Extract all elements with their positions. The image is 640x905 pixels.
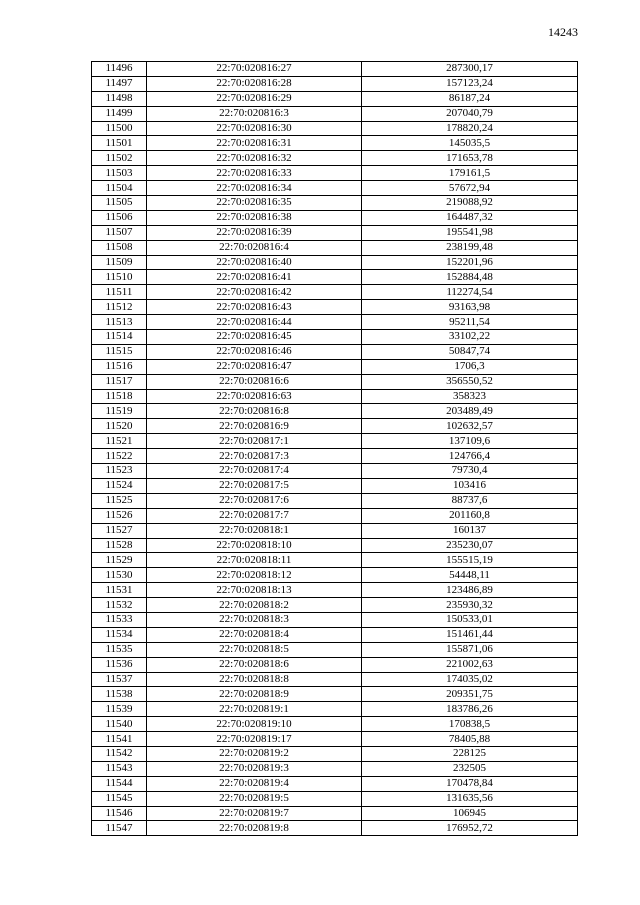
row-number-cell: 11538 <box>92 687 147 702</box>
row-number-cell: 11546 <box>92 806 147 821</box>
table-row <box>92 657 578 672</box>
value-cell: 235930,32 <box>362 598 578 613</box>
row-number-cell: 11528 <box>92 538 147 553</box>
row-number-cell: 11501 <box>92 136 147 151</box>
row-number-cell: 11526 <box>92 508 147 523</box>
table-row <box>92 121 578 136</box>
table-row <box>92 196 578 211</box>
table-row <box>92 702 578 717</box>
row-number-cell: 11545 <box>92 791 147 806</box>
value-cell: 33102,22 <box>362 330 578 345</box>
row-number-cell: 11509 <box>92 255 147 270</box>
table-row <box>92 598 578 613</box>
table-row <box>92 151 578 166</box>
cadastral-number-cell: 22:70:020816:47 <box>147 359 362 374</box>
cadastral-number-cell: 22:70:020819:10 <box>147 717 362 732</box>
value-cell: 195541,98 <box>362 225 578 240</box>
cadastral-number-cell: 22:70:020819:4 <box>147 776 362 791</box>
value-cell: 160137 <box>362 523 578 538</box>
cadastral-number-cell: 22:70:020816:28 <box>147 76 362 91</box>
cadastral-number-cell: 22:70:020816:33 <box>147 166 362 181</box>
value-cell: 232505 <box>362 761 578 776</box>
value-cell: 164487,32 <box>362 210 578 225</box>
table-row <box>92 761 578 776</box>
value-cell: 151461,44 <box>362 627 578 642</box>
table-row <box>92 478 578 493</box>
value-cell: 170478,84 <box>362 776 578 791</box>
table-row <box>92 568 578 583</box>
table-row <box>92 464 578 479</box>
row-number-cell: 11534 <box>92 627 147 642</box>
cadastral-number-cell: 22:70:020819:2 <box>147 746 362 761</box>
value-cell: 157123,24 <box>362 76 578 91</box>
cadastral-number-cell: 22:70:020818:11 <box>147 553 362 568</box>
row-number-cell: 11512 <box>92 300 147 315</box>
cadastral-number-cell: 22:70:020816:9 <box>147 419 362 434</box>
row-number-cell: 11518 <box>92 389 147 404</box>
value-cell: 287300,17 <box>362 62 578 77</box>
row-number-cell: 11536 <box>92 657 147 672</box>
table-row <box>92 181 578 196</box>
cadastral-number-cell: 22:70:020818:9 <box>147 687 362 702</box>
table-row <box>92 91 578 106</box>
cadastral-number-cell: 22:70:020818:8 <box>147 672 362 687</box>
cadastral-number-cell: 22:70:020816:27 <box>147 62 362 77</box>
table-row <box>92 583 578 598</box>
cadastral-number-cell: 22:70:020817:7 <box>147 508 362 523</box>
value-cell: 50847,74 <box>362 344 578 359</box>
row-number-cell: 11497 <box>92 76 147 91</box>
row-number-cell: 11510 <box>92 270 147 285</box>
row-number-cell: 11508 <box>92 240 147 255</box>
table-row <box>92 270 578 285</box>
table-row <box>92 62 578 77</box>
table-row <box>92 166 578 181</box>
cadastral-number-cell: 22:70:020816:31 <box>147 136 362 151</box>
row-number-cell: 11504 <box>92 181 147 196</box>
cadastral-number-cell: 22:70:020818:10 <box>147 538 362 553</box>
row-number-cell: 11544 <box>92 776 147 791</box>
value-cell: 155515,19 <box>362 553 578 568</box>
value-cell: 102632,57 <box>362 419 578 434</box>
value-cell: 170838,5 <box>362 717 578 732</box>
cadastral-number-cell: 22:70:020818:13 <box>147 583 362 598</box>
row-number-cell: 11519 <box>92 404 147 419</box>
cadastral-number-cell: 22:70:020818:1 <box>147 523 362 538</box>
row-number-cell: 11499 <box>92 106 147 121</box>
value-cell: 112274,54 <box>362 285 578 300</box>
cadastral-number-cell: 22:70:020819:3 <box>147 761 362 776</box>
value-cell: 183786,26 <box>362 702 578 717</box>
value-cell: 203489,49 <box>362 404 578 419</box>
cadastral-number-cell: 22:70:020816:41 <box>147 270 362 285</box>
row-number-cell: 11505 <box>92 196 147 211</box>
cadastral-number-cell: 22:70:020819:17 <box>147 732 362 747</box>
row-number-cell: 11542 <box>92 746 147 761</box>
table-row <box>92 434 578 449</box>
cadastral-number-cell: 22:70:020817:1 <box>147 434 362 449</box>
table-row <box>92 300 578 315</box>
cadastral-number-cell: 22:70:020816:30 <box>147 121 362 136</box>
cadastral-number-cell: 22:70:020817:6 <box>147 493 362 508</box>
row-number-cell: 11537 <box>92 672 147 687</box>
row-number-cell: 11532 <box>92 598 147 613</box>
value-cell: 54448,11 <box>362 568 578 583</box>
value-cell: 207040,79 <box>362 106 578 121</box>
row-number-cell: 11506 <box>92 210 147 225</box>
table-row <box>92 687 578 702</box>
cadastral-number-cell: 22:70:020816:46 <box>147 344 362 359</box>
value-cell: 57672,94 <box>362 181 578 196</box>
cadastral-number-cell: 22:70:020816:63 <box>147 389 362 404</box>
cadastral-number-cell: 22:70:020816:40 <box>147 255 362 270</box>
value-cell: 356550,52 <box>362 374 578 389</box>
value-cell: 106945 <box>362 806 578 821</box>
table-row <box>92 315 578 330</box>
cadastral-number-cell: 22:70:020816:35 <box>147 196 362 211</box>
cadastral-number-cell: 22:70:020816:29 <box>147 91 362 106</box>
row-number-cell: 11511 <box>92 285 147 300</box>
value-cell: 78405,88 <box>362 732 578 747</box>
value-cell: 178820,24 <box>362 121 578 136</box>
row-number-cell: 11517 <box>92 374 147 389</box>
table-row <box>92 538 578 553</box>
row-number-cell: 11522 <box>92 449 147 464</box>
value-cell: 137109,6 <box>362 434 578 449</box>
cadastral-number-cell: 22:70:020816:43 <box>147 300 362 315</box>
cadastral-number-cell: 22:70:020816:3 <box>147 106 362 121</box>
value-cell: 155871,06 <box>362 642 578 657</box>
value-cell: 174035,02 <box>362 672 578 687</box>
table-row <box>92 106 578 121</box>
table-row <box>92 240 578 255</box>
cadastral-number-cell: 22:70:020816:44 <box>147 315 362 330</box>
value-cell: 152201,96 <box>362 255 578 270</box>
row-number-cell: 11503 <box>92 166 147 181</box>
table-row <box>92 419 578 434</box>
row-number-cell: 11513 <box>92 315 147 330</box>
cadastral-number-cell: 22:70:020819:7 <box>147 806 362 821</box>
table-row <box>92 404 578 419</box>
value-cell: 179161,5 <box>362 166 578 181</box>
row-number-cell: 11530 <box>92 568 147 583</box>
table-row <box>92 389 578 404</box>
value-cell: 95211,54 <box>362 315 578 330</box>
value-cell: 171653,78 <box>362 151 578 166</box>
value-cell: 219088,92 <box>362 196 578 211</box>
row-number-cell: 11514 <box>92 330 147 345</box>
value-cell: 221002,63 <box>362 657 578 672</box>
value-cell: 123486,89 <box>362 583 578 598</box>
cadastral-number-cell: 22:70:020816:38 <box>147 210 362 225</box>
value-cell: 176952,72 <box>362 821 578 836</box>
value-cell: 131635,56 <box>362 791 578 806</box>
cadastral-number-cell: 22:70:020818:6 <box>147 657 362 672</box>
cadastral-number-cell: 22:70:020816:4 <box>147 240 362 255</box>
value-cell: 103416 <box>362 478 578 493</box>
row-number-cell: 11540 <box>92 717 147 732</box>
table-row <box>92 493 578 508</box>
cadastral-number-cell: 22:70:020818:5 <box>147 642 362 657</box>
value-cell: 228125 <box>362 746 578 761</box>
cadastral-number-cell: 22:70:020817:3 <box>147 449 362 464</box>
row-number-cell: 11543 <box>92 761 147 776</box>
table-row <box>92 642 578 657</box>
row-number-cell: 11523 <box>92 464 147 479</box>
value-cell: 145035,5 <box>362 136 578 151</box>
table-row <box>92 374 578 389</box>
table-row <box>92 449 578 464</box>
value-cell: 152884,48 <box>362 270 578 285</box>
cadastral-value-table <box>91 61 578 836</box>
table-row <box>92 821 578 836</box>
row-number-cell: 11547 <box>92 821 147 836</box>
table-row <box>92 553 578 568</box>
row-number-cell: 11502 <box>92 151 147 166</box>
cadastral-number-cell: 22:70:020819:8 <box>147 821 362 836</box>
table-row <box>92 210 578 225</box>
value-cell: 235230,07 <box>362 538 578 553</box>
page-number: 14243 <box>548 25 578 39</box>
table-row <box>92 508 578 523</box>
row-number-cell: 11529 <box>92 553 147 568</box>
value-cell: 124766,4 <box>362 449 578 464</box>
table-row <box>92 776 578 791</box>
table-row <box>92 344 578 359</box>
table-row <box>92 76 578 91</box>
table-row <box>92 255 578 270</box>
row-number-cell: 11496 <box>92 62 147 77</box>
cadastral-number-cell: 22:70:020817:4 <box>147 464 362 479</box>
value-cell: 201160,8 <box>362 508 578 523</box>
cadastral-number-cell: 22:70:020816:32 <box>147 151 362 166</box>
row-number-cell: 11533 <box>92 612 147 627</box>
table-row <box>92 285 578 300</box>
table-row <box>92 612 578 627</box>
row-number-cell: 11539 <box>92 702 147 717</box>
cadastral-number-cell: 22:70:020818:4 <box>147 627 362 642</box>
cadastral-number-cell: 22:70:020818:3 <box>147 612 362 627</box>
row-number-cell: 11521 <box>92 434 147 449</box>
row-number-cell: 11515 <box>92 344 147 359</box>
value-cell: 86187,24 <box>362 91 578 106</box>
value-cell: 93163,98 <box>362 300 578 315</box>
table-row <box>92 732 578 747</box>
cadastral-number-cell: 22:70:020816:45 <box>147 330 362 345</box>
table-row <box>92 359 578 374</box>
cadastral-number-cell: 22:70:020816:8 <box>147 404 362 419</box>
row-number-cell: 11520 <box>92 419 147 434</box>
value-cell: 209351,75 <box>362 687 578 702</box>
cadastral-number-cell: 22:70:020818:2 <box>147 598 362 613</box>
cadastral-number-cell: 22:70:020819:5 <box>147 791 362 806</box>
cadastral-number-cell: 22:70:020816:39 <box>147 225 362 240</box>
table-row <box>92 627 578 642</box>
table-body <box>92 62 578 836</box>
row-number-cell: 11516 <box>92 359 147 374</box>
table-row <box>92 672 578 687</box>
row-number-cell: 11527 <box>92 523 147 538</box>
cadastral-number-cell: 22:70:020819:1 <box>147 702 362 717</box>
value-cell: 88737,6 <box>362 493 578 508</box>
value-cell: 358323 <box>362 389 578 404</box>
cadastral-number-cell: 22:70:020816:42 <box>147 285 362 300</box>
table-row <box>92 717 578 732</box>
cadastral-number-cell: 22:70:020817:5 <box>147 478 362 493</box>
row-number-cell: 11531 <box>92 583 147 598</box>
table-row <box>92 791 578 806</box>
cadastral-number-cell: 22:70:020816:34 <box>147 181 362 196</box>
row-number-cell: 11498 <box>92 91 147 106</box>
table-row <box>92 746 578 761</box>
row-number-cell: 11500 <box>92 121 147 136</box>
table-row <box>92 136 578 151</box>
value-cell: 1706,3 <box>362 359 578 374</box>
row-number-cell: 11525 <box>92 493 147 508</box>
row-number-cell: 11535 <box>92 642 147 657</box>
cadastral-number-cell: 22:70:020816:6 <box>147 374 362 389</box>
value-cell: 79730,4 <box>362 464 578 479</box>
table-row <box>92 330 578 345</box>
cadastral-number-cell: 22:70:020818:12 <box>147 568 362 583</box>
value-cell: 238199,48 <box>362 240 578 255</box>
table-row <box>92 806 578 821</box>
table-row <box>92 225 578 240</box>
row-number-cell: 11524 <box>92 478 147 493</box>
row-number-cell: 11541 <box>92 732 147 747</box>
value-cell: 150533,01 <box>362 612 578 627</box>
table-row <box>92 523 578 538</box>
row-number-cell: 11507 <box>92 225 147 240</box>
